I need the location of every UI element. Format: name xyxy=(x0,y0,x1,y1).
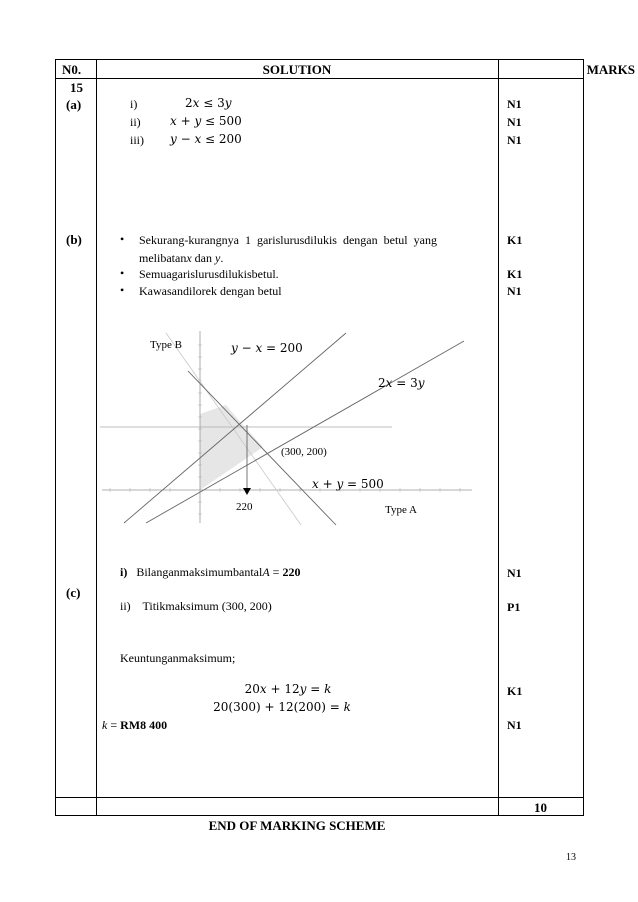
part-b-bullet-2: Semuagarislurusdilukisbetul. xyxy=(139,267,279,281)
part-c-mark-i: N1 xyxy=(507,566,522,580)
bullet-dot-3: • xyxy=(120,283,125,297)
part-a-mark-3: N1 xyxy=(507,133,522,147)
bullet-dot-1: • xyxy=(120,232,125,246)
part-b-bullet-1-line-2: melibatanx dan y. xyxy=(139,251,224,265)
graph-eq-2x-3y: 2𝑥 = 3𝑦 xyxy=(378,376,425,390)
part-a-label: (a) xyxy=(66,97,82,112)
header-marks: MARKS xyxy=(586,62,635,77)
part-b-label: (b) xyxy=(66,232,82,247)
graph-type-b: Type B xyxy=(150,339,182,351)
part-a-roman-3: iii) xyxy=(130,133,144,147)
graph-type-a: Type A xyxy=(385,504,417,516)
part-a-roman-1: i) xyxy=(130,97,138,111)
graph-point-label: (300, 200) xyxy=(281,446,327,458)
end-of-marking-scheme: END OF MARKING SCHEME xyxy=(208,818,386,833)
part-c-mark-eq: K1 xyxy=(507,684,523,698)
profit-equation-2: 20(300) + 12(200) = 𝑘 xyxy=(213,700,351,714)
question-number: 15 xyxy=(70,80,83,95)
profit-equation-1: 20𝑥 + 12𝑦 = 𝑘 xyxy=(244,682,332,696)
part-c-i: i) BilanganmaksimumbantalA = 220 xyxy=(120,565,301,579)
shaded-region xyxy=(200,405,263,490)
part-a-roman-2: ii) xyxy=(130,115,141,129)
graph-x-220: 220 xyxy=(236,501,253,513)
linear-programming-graph xyxy=(96,325,476,530)
part-b-bullet-3: Kawasandilorek dengan betul xyxy=(139,284,282,298)
graph-eq-y-minus-x: 𝑦 − 𝑥 = 200 xyxy=(231,341,303,355)
part-a-mark-2: N1 xyxy=(507,115,522,129)
bullet-dot-2: • xyxy=(120,266,125,280)
part-a-inequality-1: 2𝑥 ≤ 3𝑦 xyxy=(185,96,232,110)
header-solution: SOLUTION xyxy=(262,62,332,77)
part-b-mark-2: K1 xyxy=(507,267,523,281)
header-no: N0. xyxy=(62,62,82,77)
profit-heading: Keuntunganmaksimum; xyxy=(120,651,236,665)
part-b-mark-3: N1 xyxy=(507,284,522,298)
page-number: 13 xyxy=(566,852,576,863)
part-b-bullet-1-line-1: Sekurang-kurangnya 1 garislurusdilukis dengan betul yang xyxy=(139,233,437,247)
part-a-inequality-3: 𝑦 − 𝑥 ≤ 200 xyxy=(170,132,242,146)
part-c-mark-ii: P1 xyxy=(507,600,521,614)
arrow-x-220 xyxy=(243,488,251,495)
part-a-mark-1: N1 xyxy=(507,97,522,111)
graph-eq-x-plus-y: 𝑥 + 𝑦 = 500 xyxy=(312,477,384,491)
part-c-ii: ii) Titikmaksimum (300, 200) xyxy=(120,599,272,613)
total-marks: 10 xyxy=(534,800,547,815)
part-b-mark-1: K1 xyxy=(507,233,523,247)
part-c-mark-k: N1 xyxy=(507,718,522,732)
part-a-inequality-2: 𝑥 + 𝑦 ≤ 500 xyxy=(170,114,242,128)
part-c-label: (c) xyxy=(66,585,81,600)
k-result: k = RM8 400 xyxy=(102,718,168,732)
